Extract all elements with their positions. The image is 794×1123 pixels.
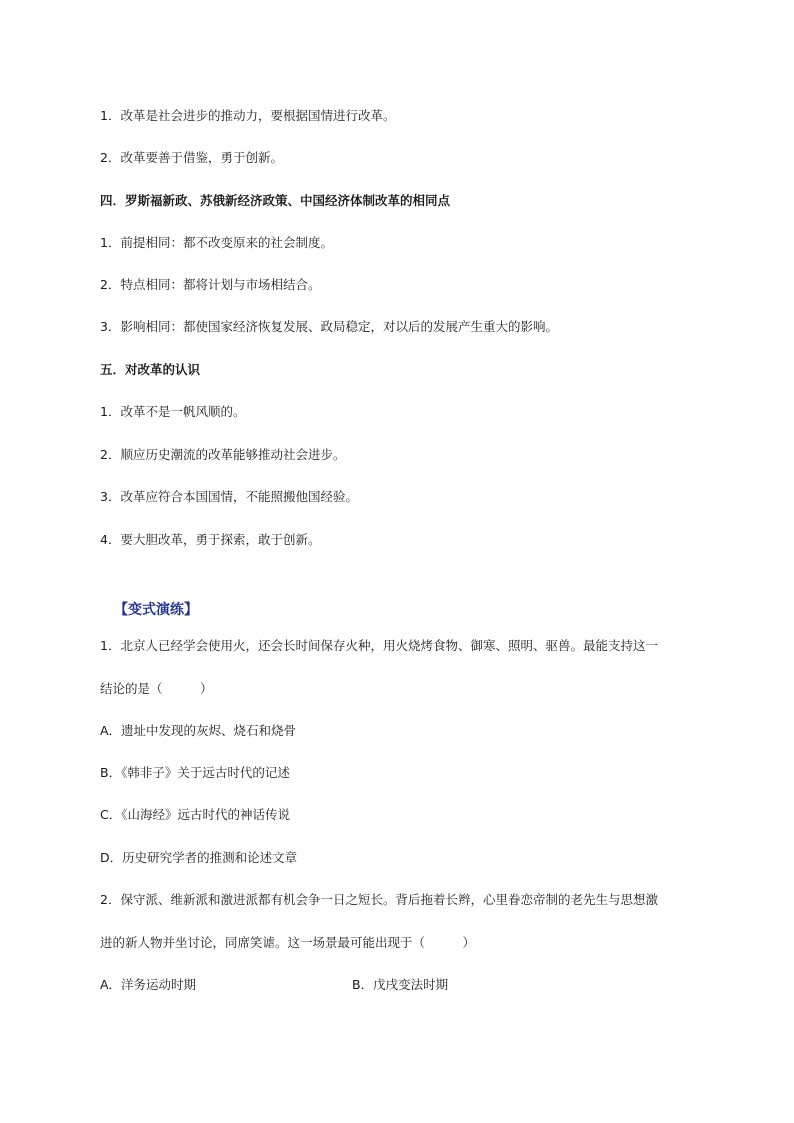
question-1-option-c: C．《山海经》远古时代的神话传说 xyxy=(100,807,290,822)
question-1-option-d: D．历史研究学者的推测和论述文章 xyxy=(100,850,298,865)
question-2-stem-line-2: 进的新人物并坐讨论，同席笑谑。这一场景最可能出现于（ ） xyxy=(100,935,476,950)
question-1-stem-line-2: 结论的是（ ） xyxy=(100,681,213,696)
question-2-option-b: B．戊戌变法时期 xyxy=(352,977,449,992)
question-1-option-a: A．遗址中发现的灰烬、烧石和烧骨 xyxy=(100,723,297,738)
section-4-item-2: 2．特点相同：都将计划与市场相结合。 xyxy=(100,277,321,292)
exercise-section-title: 【变式演练】 xyxy=(114,602,198,618)
question-1-stem-line-1: 1．北京人已经学会使用火，还会长时间保存火种，用火烧烤食物、御寒、照明、驱兽。最能支持这一 xyxy=(100,638,658,653)
section-4-item-3: 3．影响相同：都使国家经济恢复发展、政局稳定，对以后的发展产生重大的影响。 xyxy=(100,319,558,334)
question-1-option-b: B．《韩非子》关于远古时代的记述 xyxy=(100,765,290,780)
intro-point-1: 1．改革是社会进步的推动力，要根据国情进行改革。 xyxy=(100,108,396,123)
section-4-heading: 四．罗斯福新政、苏俄新经济政策、中国经济体制改革的相同点 xyxy=(100,193,451,208)
section-4-item-1: 1．前提相同：都不改变原来的社会制度。 xyxy=(100,235,333,250)
section-5-item-3: 3．改革应符合本国国情，不能照搬他国经验。 xyxy=(100,489,358,504)
section-5-item-2: 2．顺应历史潮流的改革能够推动社会进步。 xyxy=(100,447,346,462)
question-2-stem-line-1: 2．保守派、维新派和激进派都有机会争一日之短长。背后拖着长辫，心里眷恋帝制的老先生与思想激 xyxy=(100,892,658,907)
intro-point-2: 2．改革要善于借鉴，勇于创新。 xyxy=(100,150,283,165)
section-5-heading: 五．对改革的认识 xyxy=(100,362,201,377)
section-5-item-1: 1．改革不是一帆风顺的。 xyxy=(100,404,246,419)
section-5-item-4: 4．要大胆改革，勇于探索，敢于创新。 xyxy=(100,532,321,547)
question-2-option-a: A．洋务运动时期 xyxy=(100,977,197,992)
